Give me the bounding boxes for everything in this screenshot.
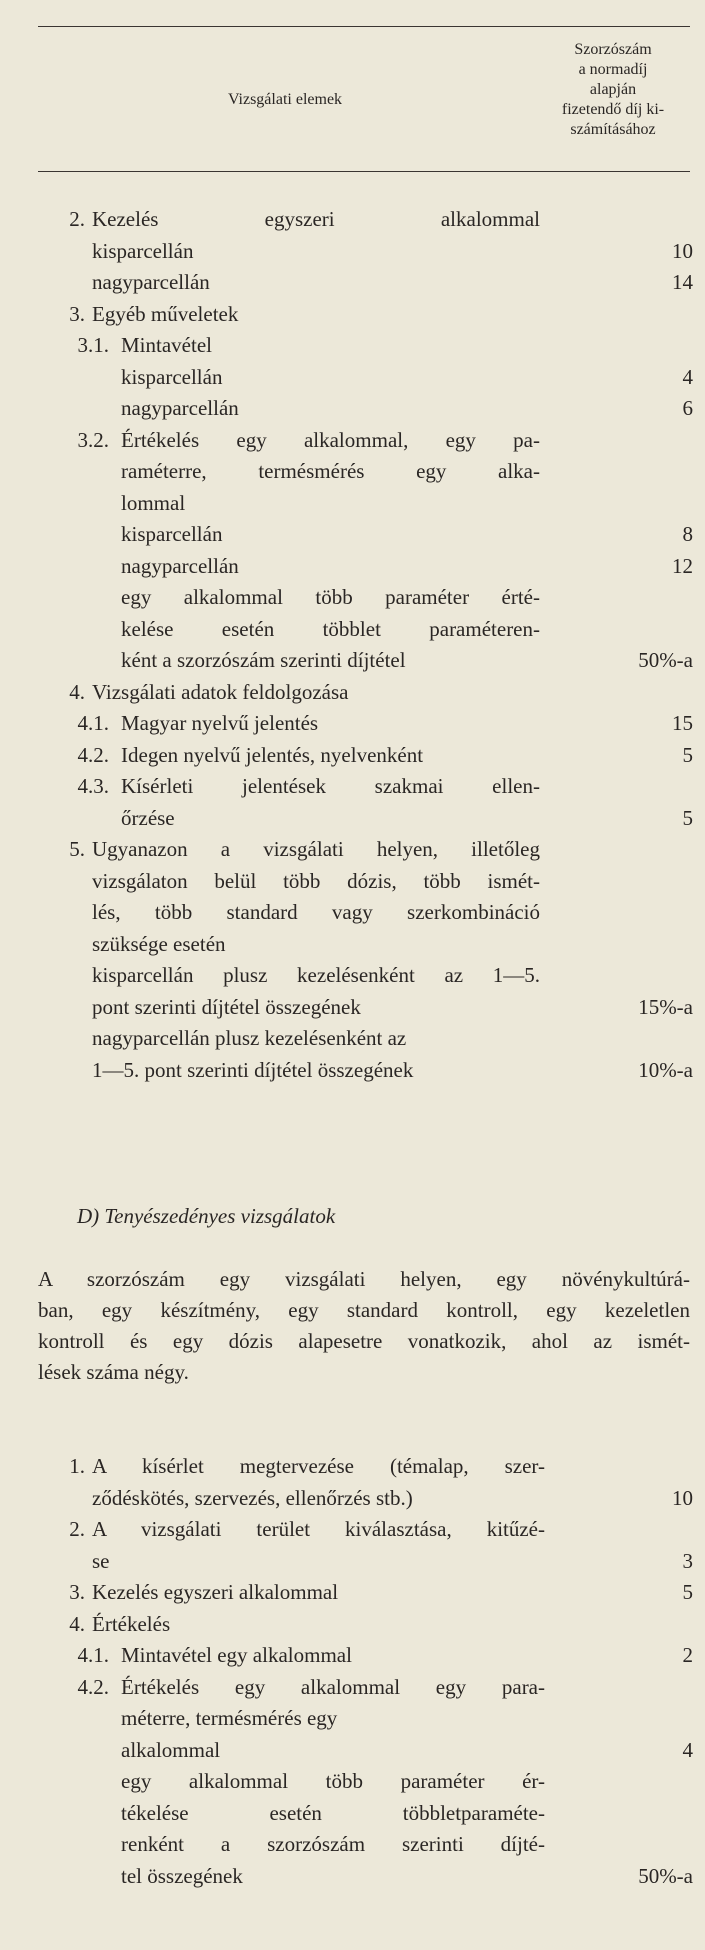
header-line: Szorzószám (574, 41, 652, 58)
table-row (0, 803, 705, 834)
table-row (0, 866, 705, 897)
header-line: számításához (570, 121, 656, 138)
row-text: nagyparcellán (92, 270, 210, 294)
row-text: Vizsgálati adatok feldolgozása (92, 679, 349, 704)
table-row (0, 1514, 705, 1545)
table-row (0, 488, 705, 519)
row-number: 4.1. (77, 711, 109, 735)
row-text: kisparcellán plusz kezelésenként az 1—5. (92, 963, 540, 987)
table-row (0, 1766, 705, 1797)
row-number: 5. (69, 837, 85, 861)
column-header-elements: Vizsgálati elemek (227, 91, 343, 108)
table-row (0, 204, 705, 235)
table-row (0, 1546, 705, 1577)
table-row (0, 456, 705, 487)
row-text: nagyparcellán (121, 553, 239, 578)
table-row (0, 236, 705, 267)
table-row (0, 1055, 705, 1086)
row-value: 15%-a (638, 994, 693, 1019)
row-value: 5 (682, 742, 693, 767)
row-number: 3. (69, 301, 85, 326)
row-text: kelése esetén többlet paraméteren- (121, 616, 540, 641)
table-row (0, 551, 705, 582)
table-row (0, 771, 705, 802)
row-value: 10 (672, 1485, 693, 1510)
column-header-multiplier (528, 40, 698, 140)
row-text: egy alkalommal több paraméter érté- (121, 585, 540, 609)
row-value: 5 (682, 1580, 693, 1604)
table-row (0, 425, 705, 456)
row-text: tékelése esetén többletparaméte- (121, 1800, 545, 1825)
table-row (0, 1798, 705, 1829)
header-line: fizetendő díj ki- (561, 101, 665, 118)
row-number: 4.2. (77, 1674, 109, 1699)
table-row (0, 330, 705, 361)
row-number: 2. (69, 207, 85, 231)
row-text: A vizsgálati terület kiválasztása, kitűzé- (92, 1517, 545, 1541)
row-text: renként a szorzószám szerinti díjté- (121, 1832, 545, 1856)
table-row (0, 677, 705, 708)
table-header-rule (38, 171, 690, 172)
row-text: alkalommal (121, 1737, 221, 1762)
row-text: szüksége esetén (92, 931, 226, 956)
row-text: vizsgálaton belül több dózis, több ismét- (92, 868, 540, 893)
row-text: kisparcellán (121, 522, 223, 546)
row-text: lommal (121, 490, 186, 515)
section-d-title: D) Tenyészedényes vizsgálatok (77, 1204, 336, 1228)
table-row (0, 362, 705, 393)
row-text: nagyparcellán plusz kezelésenként az (92, 1026, 407, 1050)
row-value: 4 (682, 1737, 693, 1762)
row-text: lés, több standard vagy szerkombináció (92, 900, 540, 924)
row-number: 4.1. (77, 1643, 109, 1667)
row-text: Egyéb műveletek (92, 301, 239, 326)
table-row (0, 1483, 705, 1514)
row-text: tel összegének (121, 1863, 243, 1888)
row-text: Kísérleti jelentések szakmai ellen- (121, 774, 540, 798)
table-row (0, 1609, 705, 1640)
row-text: Magyar nyelvű jelentés (121, 711, 319, 735)
table-row (0, 1577, 705, 1608)
row-number: 4.2. (77, 742, 109, 767)
row-text: ként a szorzószám szerinti díjtétel (121, 648, 406, 672)
intro-line: lések száma négy. (38, 1360, 189, 1384)
table-row (0, 645, 705, 676)
row-text: Értékelés egy alkalommal egy para- (121, 1674, 545, 1699)
row-text: ződéskötés, szervezés, ellenőrzés stb.) (92, 1485, 413, 1510)
row-value: 50%-a (638, 648, 693, 672)
row-text: pont szerinti díjtétel összegének (92, 994, 361, 1019)
row-number: 3. (69, 1580, 85, 1604)
table-row (0, 992, 705, 1023)
row-text: nagyparcellán (121, 396, 239, 420)
table-row (0, 267, 705, 298)
row-value: 14 (672, 270, 693, 294)
row-value: 12 (672, 553, 693, 578)
table-row (0, 960, 705, 991)
row-value: 6 (682, 396, 693, 420)
table-top-rule (38, 26, 690, 27)
row-number: 4. (69, 1611, 85, 1636)
row-text: kisparcellán (121, 364, 223, 389)
table-row (0, 582, 705, 613)
row-value: 4 (682, 364, 693, 389)
row-text: Idegen nyelvű jelentés, nyelvenként (121, 742, 424, 767)
table-row (0, 393, 705, 424)
row-value: 8 (682, 522, 693, 546)
table-row (0, 1672, 705, 1703)
table-row (0, 1861, 705, 1892)
row-value: 3 (682, 1548, 693, 1573)
row-text: Ugyanazon a vizsgálati helyen, illetőleg (92, 837, 540, 861)
table-row (0, 1640, 705, 1671)
row-text: Kezelés egyszeri alkalommal (92, 207, 540, 231)
table-row (0, 708, 705, 739)
table-row (0, 1451, 705, 1482)
table-row (0, 897, 705, 928)
table-row (0, 1829, 705, 1860)
table-row (0, 1023, 705, 1054)
intro-line: ban, egy készítmény, egy standard kontroll, egy kezeletlen (38, 1298, 690, 1322)
row-text: 1—5. pont szerinti díjtétel összegének (92, 1057, 414, 1082)
row-number: 4. (69, 679, 85, 704)
row-number: 1. (69, 1454, 85, 1478)
row-text: Mintavétel egy alkalommal (121, 1643, 352, 1667)
row-text: Értékelés egy alkalommal, egy pa- (121, 427, 540, 452)
row-value: 10%-a (638, 1057, 693, 1082)
row-text: Kezelés egyszeri alkalommal (92, 1580, 339, 1604)
row-number: 4.3. (77, 774, 109, 798)
row-text: Mintavétel (121, 333, 212, 357)
row-value: 50%-a (638, 1863, 693, 1888)
row-text: méterre, termésmérés egy (121, 1706, 338, 1730)
row-value: 5 (682, 805, 693, 830)
row-value: 2 (682, 1643, 693, 1667)
table-row (0, 519, 705, 550)
table-row (0, 299, 705, 330)
row-text: A kísérlet megtervezése (témalap, szer- (92, 1454, 545, 1478)
row-text: se (92, 1548, 110, 1573)
intro-line: A szorzószám egy vizsgálati helyen, egy növénykultúrá- (38, 1267, 690, 1291)
row-number: 3.2. (77, 427, 109, 452)
row-number: 3.1. (77, 333, 109, 357)
row-text: Értékelés (92, 1611, 171, 1636)
table-row (0, 1735, 705, 1766)
row-text: raméterre, termésmérés egy alka- (121, 459, 540, 483)
table-row (0, 834, 705, 865)
row-value: 15 (672, 711, 693, 735)
row-text: egy alkalommal több paraméter ér- (121, 1769, 545, 1793)
row-text: kisparcellán (92, 238, 194, 263)
row-number: 2. (69, 1517, 85, 1541)
table-row (0, 1703, 705, 1734)
header-line: a normadíj (578, 61, 648, 78)
header-line: alapján (589, 81, 637, 98)
table-row (0, 740, 705, 771)
row-value: 10 (672, 238, 693, 263)
table-row (0, 929, 705, 960)
table-row (0, 614, 705, 645)
intro-line: kontroll és egy dózis alapesetre vonatkozik, ahol az ismét- (38, 1329, 690, 1353)
row-text: őrzése (121, 805, 175, 830)
